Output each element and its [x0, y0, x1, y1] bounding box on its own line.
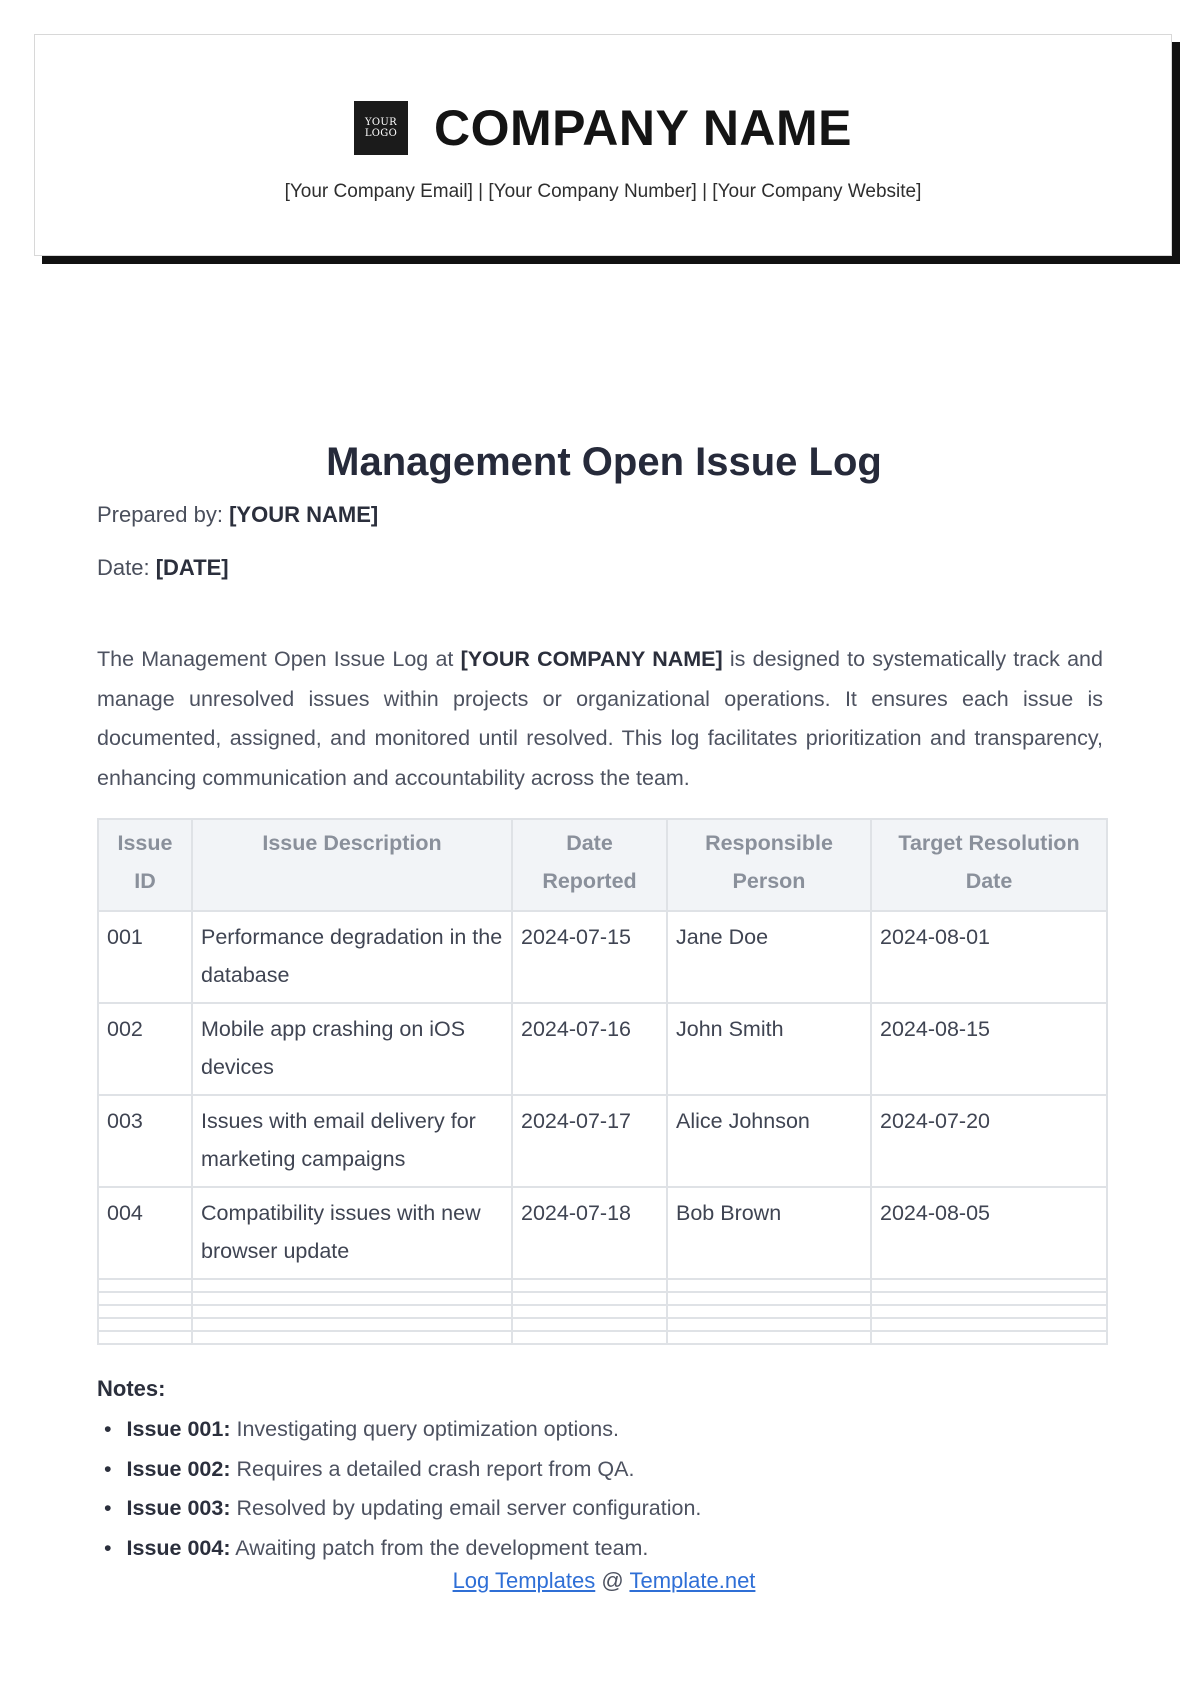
cell-date-reported: 2024-07-16 — [512, 1003, 667, 1095]
template-net-link[interactable]: Template.net — [629, 1568, 756, 1593]
cell-issue-description: Issues with email delivery for marketing campaigns — [192, 1095, 512, 1187]
blank-table-row — [98, 1292, 1107, 1305]
prepared-by-value: [YOUR NAME] — [229, 502, 379, 527]
date-label: Date: — [97, 555, 150, 580]
intro-text-start: The Management Open Issue Log at — [97, 647, 454, 671]
logo-text-line2: LOGO — [364, 128, 398, 139]
header-responsible-person: Responsible Person — [667, 819, 871, 911]
cell-date-reported: 2024-07-15 — [512, 911, 667, 1003]
note-label: Issue 003: — [126, 1496, 231, 1520]
table-row — [98, 1187, 1107, 1279]
header-issue-description: Issue Description — [192, 819, 512, 911]
intro-company-name: [YOUR COMPANY NAME] — [460, 647, 723, 671]
table-row — [98, 1095, 1107, 1187]
intro-paragraph — [97, 640, 1103, 798]
note-item — [104, 1529, 701, 1569]
note-text: Requires a detailed crash report from QA. — [236, 1456, 635, 1481]
blank-table-row — [98, 1331, 1107, 1344]
cell-date-reported: 2024-07-17 — [512, 1095, 667, 1187]
note-item — [104, 1489, 701, 1529]
note-text: Resolved by updating email server configuration. — [236, 1496, 702, 1520]
blank-table-row — [98, 1305, 1107, 1318]
table-header-row — [98, 819, 1107, 911]
cell-issue-id: 002 — [98, 1003, 192, 1095]
note-text: Awaiting patch from the development team. — [235, 1535, 649, 1560]
prepared-by — [97, 502, 378, 528]
cell-issue-id: 003 — [98, 1095, 192, 1187]
logo-text-line1: YOUR — [364, 117, 397, 128]
header-issue-id: Issue ID — [98, 819, 192, 911]
note-label: Issue 002: — [126, 1456, 231, 1481]
cell-responsible-person: Jane Doe — [667, 911, 871, 1003]
document-date — [97, 555, 229, 581]
company-contact-line: [Your Company Email] | [Your Company Number] | [Your Company Website] — [284, 181, 922, 202]
notes-heading: Notes: — [97, 1376, 166, 1401]
cell-target-date: 2024-08-15 — [871, 1003, 1107, 1095]
cell-target-date: 2024-08-01 — [871, 911, 1107, 1003]
note-text: Investigating query optimization options. — [236, 1417, 619, 1441]
cell-responsible-person: Bob Brown — [667, 1187, 871, 1279]
log-templates-link[interactable]: Log Templates — [452, 1568, 596, 1593]
intro-text-end: is designed to systematically track and manage unresolved issues within projects or organizational operations. It ensures each issue is documented, assigned, and monitored until resolved. This log facilitates prioritization and transparency, enhancing communication and accountability across the team. — [97, 647, 1103, 790]
note-label: Issue 001: — [126, 1417, 231, 1441]
table-row — [98, 1003, 1107, 1095]
prepared-by-label: Prepared by: — [97, 502, 223, 527]
issue-log-table — [97, 818, 1108, 1345]
cell-responsible-person: John Smith — [667, 1003, 871, 1095]
company-header-card — [34, 34, 1172, 256]
cell-responsible-person: Alice Johnson — [667, 1095, 871, 1187]
brand-row — [35, 99, 1171, 157]
cell-target-date: 2024-08-05 — [871, 1187, 1107, 1279]
company-name: COMPANY NAME — [433, 100, 853, 156]
table-row — [98, 911, 1107, 1003]
company-logo — [354, 101, 408, 155]
date-value: [DATE] — [155, 555, 229, 580]
header-target-resolution-date: Target Resolution Date — [871, 819, 1107, 911]
cell-issue-description: Performance degradation in the database — [192, 911, 512, 1003]
notes-list — [104, 1410, 701, 1568]
cell-issue-description: Mobile app crashing on iOS devices — [192, 1003, 512, 1095]
footer-separator: @ — [601, 1568, 624, 1593]
footer-links — [0, 1568, 1200, 1594]
cell-issue-id: 001 — [98, 911, 192, 1003]
note-item — [104, 1410, 701, 1450]
header-date-reported: Date Reported — [512, 819, 667, 911]
blank-table-row — [98, 1279, 1107, 1292]
blank-table-row — [98, 1318, 1107, 1331]
cell-issue-id: 004 — [98, 1187, 192, 1279]
note-item — [104, 1450, 701, 1490]
note-label: Issue 004: — [126, 1535, 231, 1560]
cell-date-reported: 2024-07-18 — [512, 1187, 667, 1279]
cell-issue-description: Compatibility issues with new browser update — [192, 1187, 512, 1279]
page-title: Management Open Issue Log — [326, 440, 882, 484]
cell-target-date: 2024-07-20 — [871, 1095, 1107, 1187]
